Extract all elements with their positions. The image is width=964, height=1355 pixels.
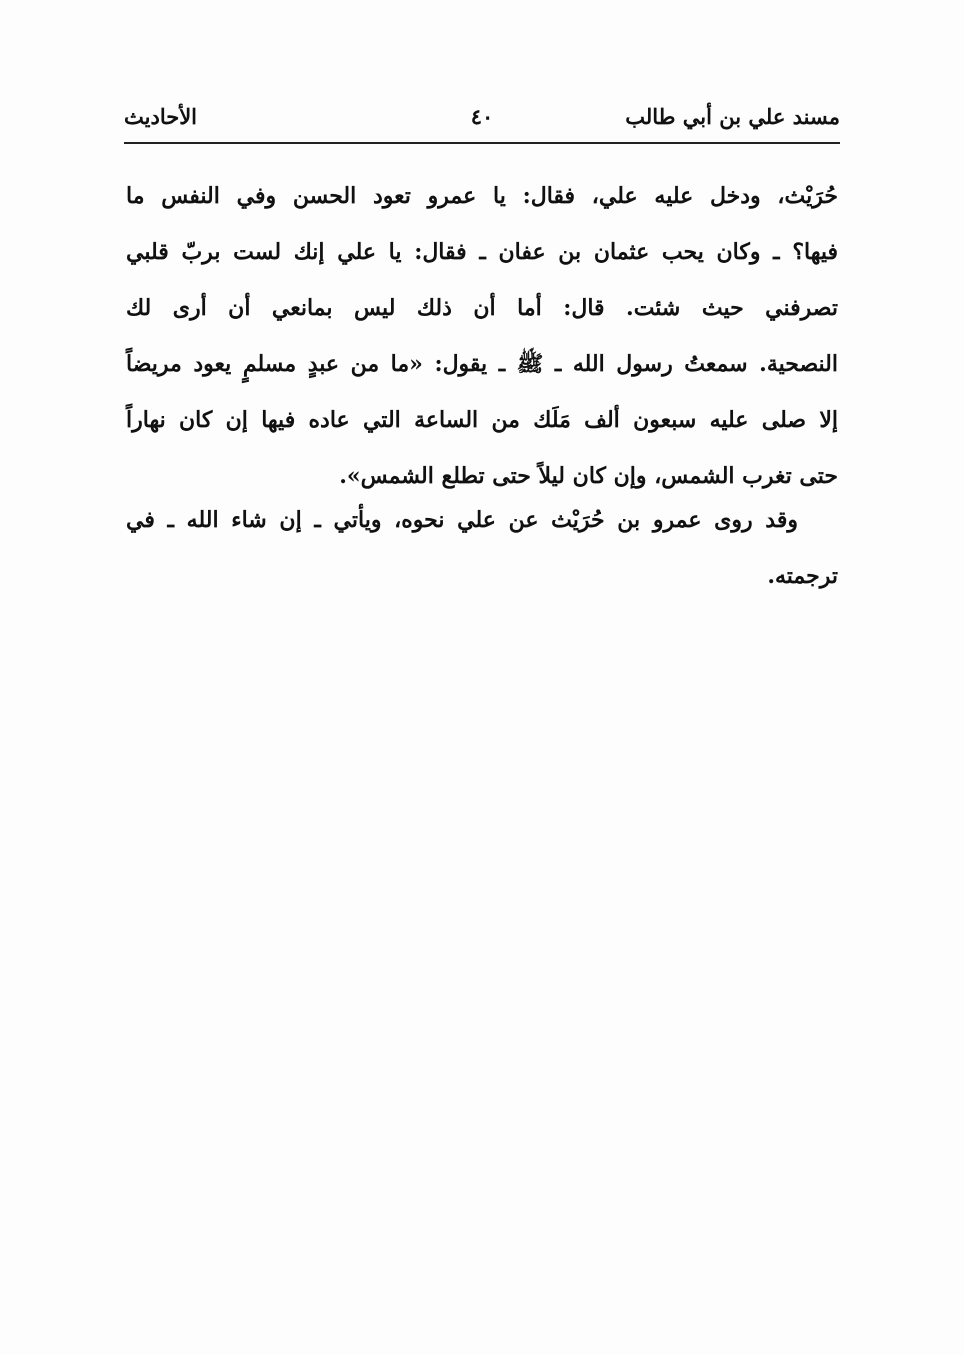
page-header <box>124 100 840 140</box>
text-line: وقد روى عمرو بن حُرَيْث عن علي نحوه، ويأتي ـ إن شاء الله ـ في <box>126 507 798 533</box>
text-line: ترجمته. <box>767 563 838 589</box>
text-line: تصرفني حيث شئت. قال: أما أن ذلك ليس بمانعي أن أرى لك <box>126 295 839 321</box>
running-section-title: الأحاديث <box>124 104 198 129</box>
paragraph-hadith <box>126 176 839 489</box>
text-line: فيها؟ ـ وكان يحب عثمان بن عفان ـ فقال: يا علي إنك لست بربّ قلبي <box>126 239 838 265</box>
text-line: حُرَيْث، ودخل عليه علي، فقال: يا عمرو تعود الحسن وفي النفس ما <box>126 183 838 209</box>
text-line: حتى تغرب الشمس، وإن كان ليلاً حتى تطلع الشمس». <box>339 463 838 489</box>
paragraph-note <box>126 500 838 600</box>
text-line: النصحية. سمعتُ رسول الله ـ ﷺ ـ يقول: «ما من عبدٍ مسلمٍ يعود مريضاً <box>126 351 838 377</box>
page-number: ٤٠ <box>470 104 494 129</box>
running-book-title: مسند علي بن أبي طالب <box>625 104 840 129</box>
text-line: إلا صلى عليه سبعون ألف مَلَك من الساعة التي عاده فيها إن كان نهاراً <box>126 407 838 433</box>
header-divider <box>124 142 840 144</box>
